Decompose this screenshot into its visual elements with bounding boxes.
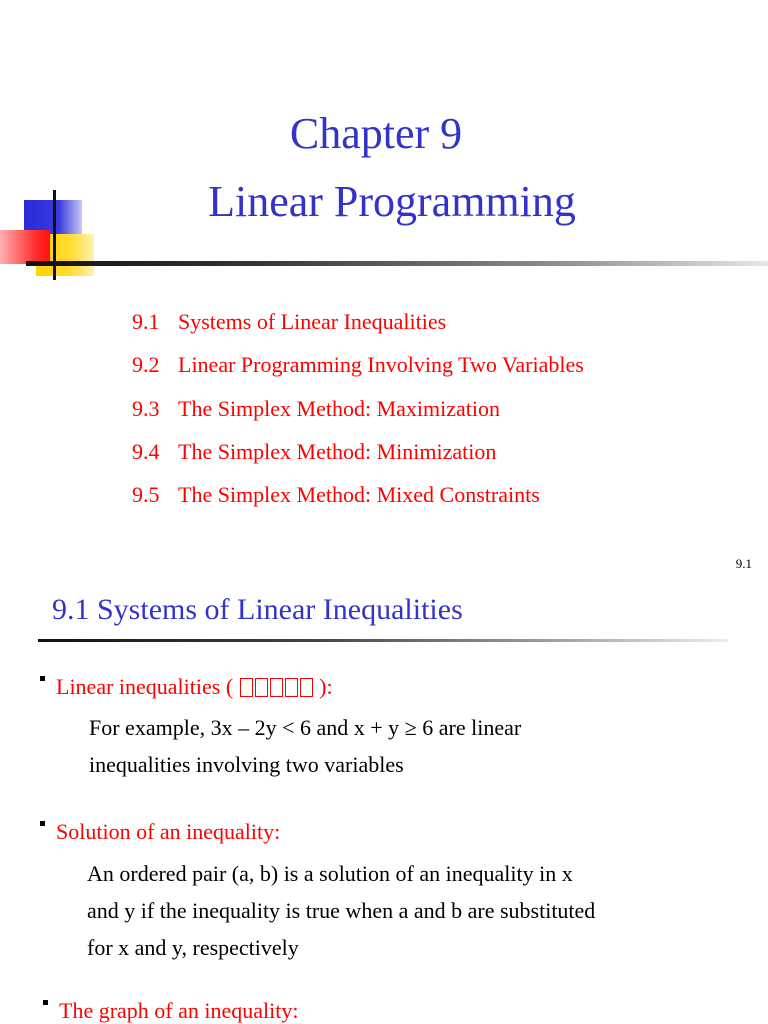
bullet-label: Solution of an inequality: — [56, 819, 281, 844]
missing-glyph-box — [255, 678, 268, 697]
decor-red-square — [0, 230, 50, 264]
bullet-solution-of-inequality — [40, 819, 280, 845]
bullet-label-prefix: Linear inequalities ( — [56, 674, 234, 699]
toc-item-9-3 — [132, 396, 500, 422]
bullet-label-suffix: ): — [319, 674, 333, 699]
bullet-square-icon — [40, 821, 45, 826]
body-line: An ordered pair (a, b) is a solution of an inequality in x — [87, 861, 573, 886]
toc-item-number: 9.4 — [132, 439, 160, 464]
slide-title-chapter: Chapter 9 — [289, 109, 463, 158]
toc-item-label: The Simplex Method: Maximization — [178, 396, 501, 421]
toc-item-9-5 — [132, 482, 540, 508]
toc-item-number: 9.5 — [132, 482, 160, 507]
toc-item-number: 9.1 — [132, 309, 160, 334]
bullet-square-icon — [43, 1000, 48, 1005]
bullet-label: The graph of an inequality: — [59, 998, 299, 1023]
missing-glyph-box — [240, 678, 253, 697]
title-divider — [26, 261, 768, 266]
toc-item-label: The Simplex Method: Mixed Constraints — [178, 482, 540, 507]
section-divider — [38, 639, 728, 642]
bullet-label — [56, 674, 333, 699]
missing-glyph-box — [270, 678, 283, 697]
missing-glyph-box — [285, 678, 298, 697]
page-number: 9.1 — [735, 556, 752, 571]
toc-item-label: Systems of Linear Inequalities — [178, 309, 447, 334]
body-line: for x and y, respectively — [87, 935, 299, 960]
bullet-body — [87, 855, 595, 966]
bullet-linear-inequalities — [40, 674, 333, 700]
toc-item-number: 9.2 — [132, 352, 160, 377]
body-line: and y if the inequality is true when a and b are substituted — [87, 898, 596, 923]
bullet-square-icon — [40, 676, 45, 681]
bullet-body — [89, 709, 521, 783]
section-heading: 9.1 Systems of Linear Inequalities — [52, 593, 463, 626]
missing-glyph-box — [300, 678, 313, 697]
toc-item-9-1 — [132, 309, 446, 335]
toc-item-9-4 — [132, 439, 496, 465]
toc-item-number: 9.3 — [132, 396, 160, 421]
toc-item-label: Linear Programming Involving Two Variables — [178, 352, 584, 377]
slide-title-topic: Linear Programming — [208, 177, 576, 226]
body-line: inequalities involving two variables — [89, 752, 404, 777]
bullet-graph-of-inequality — [43, 998, 298, 1024]
toc-item-9-2 — [132, 352, 584, 378]
body-line: For example, 3x – 2y < 6 and x + y ≥ 6 are linear — [89, 715, 522, 740]
toc-item-label: The Simplex Method: Minimization — [178, 439, 497, 464]
